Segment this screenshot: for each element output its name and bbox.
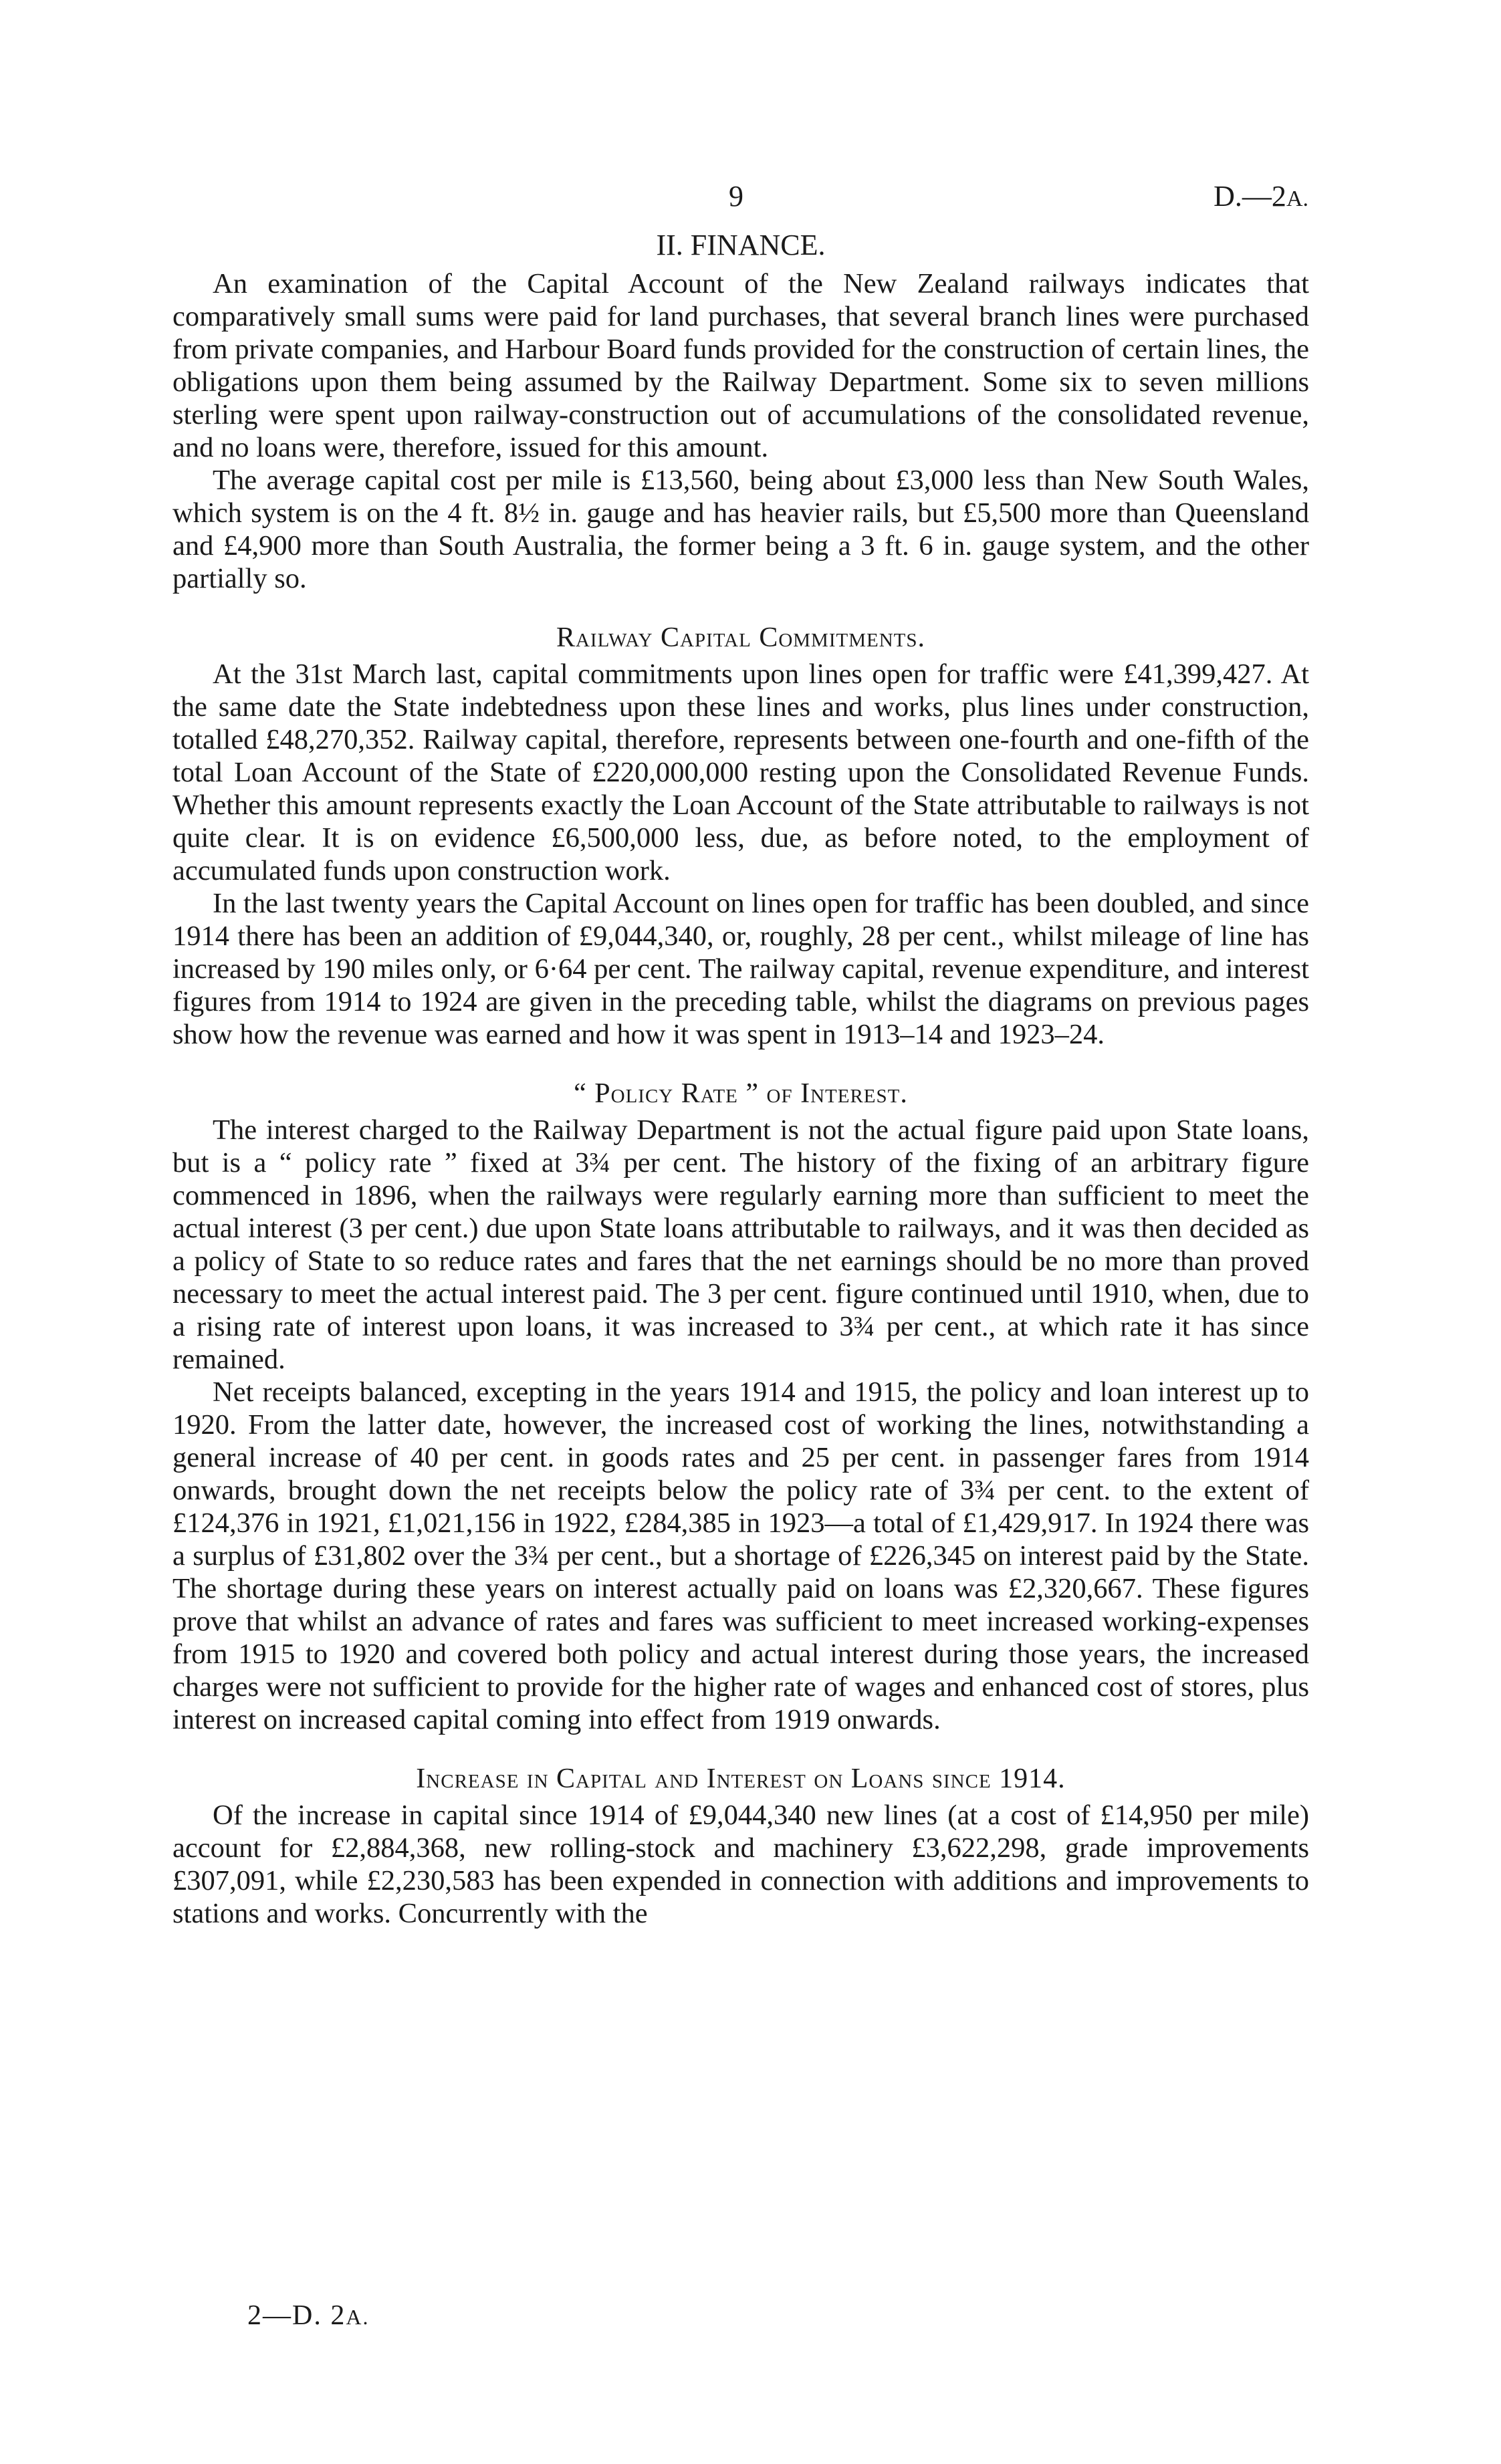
signature-main: 2—D. 2 (247, 2300, 346, 2331)
page-number: 9 (729, 180, 743, 213)
signature-suffix: A. (346, 2305, 370, 2329)
section-heading: “ Policy Rate ” of Interest. (574, 1078, 908, 1109)
doc-ref-suffix: A. (1286, 187, 1308, 211)
section-heading: Railway Capital Commitments. (556, 622, 926, 653)
doc-ref-main: D.—2 (1214, 180, 1286, 213)
footer-signature (247, 2300, 369, 2332)
paragraph: Net receipts balanced, excepting in the years 1914 and 1915, the policy and loan interest up to 1920. From the latter date, however, the increased cost of working the lines, notwithstanding a general increase of 40 per cent. in goods rates and 25 per cent. in passenger fares from 1914 onwards, brought down the net receipts below the policy rate of 3¾ per cent. to the extent of £124,376 in 1921, £1,021,156 in 1922, £284,385 in 1923—a total of £1,429,917. In 1924 there was a surplus of £31,802 over the 3¾ per cent., but a shortage of £226,345 on interest paid by the State. The shortage during these years on interest actually paid on loans was £2,320,667. These figures prove that whilst an advance of rates and fares was sufficient to meet increased working-expenses from 1915 to 1920 and covered both policy and actual interest during those years, the increased charges were not sufficient to provide for the higher rate of wages and enhanced cost of stores, plus interest on increased capital coming into effect from 1919 onwards. (172, 1376, 1309, 1735)
paragraph: The interest charged to the Railway Department is not the actual figure paid upon State loans, but is a “ policy rate ” fixed at 3¾ per cent. The history of the fixing of an arbitrary figure commenced in 1896, when the railways were regularly earning more than sufficient to meet the actual interest (3 per cent.) due upon State loans attributable to railways, and it was then decided as a policy of State to so reduce rates and fares that the net earnings should be no more than proved necessary to meet the actual interest paid. The 3 per cent. figure continued until 1910, when, due to a rising rate of interest upon loans, it was increased to 3¾ per cent., at which rate it has since remained. (172, 1114, 1309, 1375)
section-heading: Increase in Capital and Interest on Loans since 1914. (416, 1763, 1066, 1794)
document-reference (1214, 179, 1308, 213)
paragraph: In the last twenty years the Capital Account on lines open for traffic has been doubled, and since 1914 there has been an addition of £9,044,340, or, roughly, 28 per cent., whilst mileage of line has increased by 190 miles only, or 6·64 per cent. The railway capital, revenue expenditure, and interest figures from 1914 to 1924 are given in the preceding table, whilst the diagrams on previous pages show how the revenue was earned and how it was spent in 1913–14 and 1923–24. (172, 888, 1309, 1050)
paragraph: Of the increase in capital since 1914 of £9,044,340 new lines (at a cost of £14,950 per mile) account for £2,884,368, new rolling-stock and machinery £3,622,298, grade improvements £307,091, while £2,230,583 has been expended in connection with additions and improvements to stations and works. Concurrently with the (172, 1800, 1309, 1929)
paragraph: An examination of the Capital Account of the New Zealand railways indicates that comparatively small sums were paid for land purchases, that several branch lines were purchased from private companies, and Harbour Board funds provided for the construction of certain lines, the obligations upon them being assumed by the Railway Department. Some six to seven millions sterling were spent upon railway-construction out of accumulations of the consolidated revenue, and no loans were, therefore, issued for this amount. (172, 268, 1309, 463)
paragraph: The average capital cost per mile is £13,560, being about £3,000 less than New South Wales, which system is on the 4 ft. 8½ in. gauge and has heavier rails, but £5,500 more than Queensland and £4,900 more than South Australia, the former being a 3 ft. 6 in. gauge system, and the other partially so. (172, 465, 1309, 594)
document-body (172, 227, 1309, 1930)
paragraph: At the 31st March last, capital commitments upon lines open for traffic were £41,399,427. At the same date the State indebtedness upon these lines and works, plus lines under construction, totalled £48,270,352. Railway capital, therefore, represents between one-fourth and one-fifth of the total Loan Account of the State of £220,000,000 resting upon the Consolidated Revenue Funds. Whether this amount represents exactly the Loan Account of the State attributable to railways is not quite clear. It is on evidence £6,500,000 less, due, as before noted, to the employment of accumulated funds upon construction work. (172, 658, 1309, 886)
section-title: II. FINANCE. (656, 229, 826, 261)
